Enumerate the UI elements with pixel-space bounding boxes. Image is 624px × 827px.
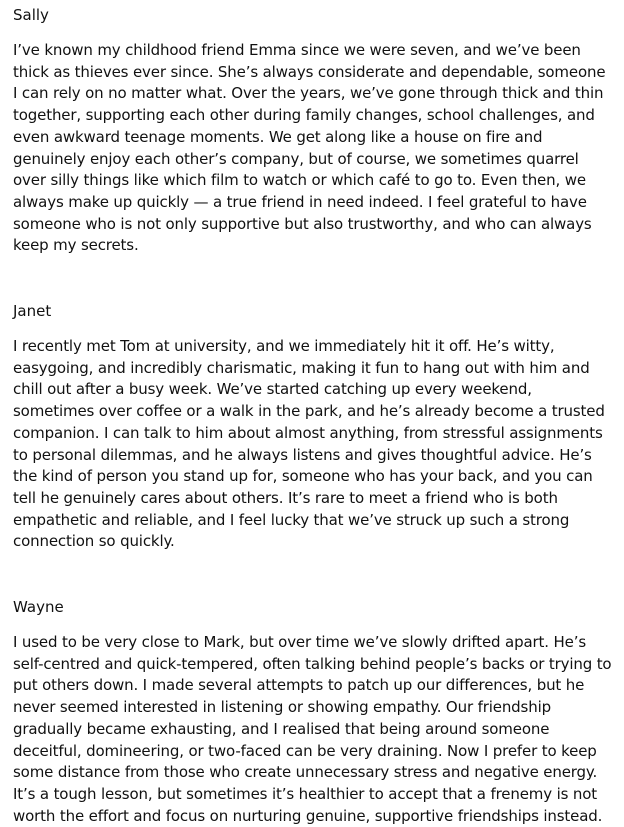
entry-author: Wayne (13, 598, 64, 617)
entry-text: I’ve known my childhood friend Emma since we were seven, and we’ve been thick as thieves ever since. She’s always considerate and dependable, someone I can rely on no matter what. Over the years, we’ve gone through thick and thin together, supporting each other during family changes, school challenges, and even awkward teenage moments. We get along like a house on fire and genuinely enjoy each other’s company, but of course, we sometimes quarrel over silly things like which film to watch or which café to go to. Even then, we always make up quickly — a true friend in need indeed. I feel grateful to have someone who is not only supportive but also trustworthy, and who can always keep my secrets. (13, 41, 606, 255)
entry-janet (13, 300, 614, 553)
entry-author: Sally (13, 6, 49, 24)
entry-author: Janet (13, 302, 52, 321)
entry-text: I used to be very close to Mark, but over time we’ve slowly drifted apart. He’s self-centred and quick-tempered, often talking behind people’s backs or trying to put others down. I made several attempts to patch up our differences, but he never seemed interested in listening or showing empathy. Our friendship gradually became exhausting, and I realised that being around someone deceitful, domineering, or two-faced can be very draining. Now I prefer to keep some distance from those who create unnecessary stress and negative energy. It’s a tough lesson, but sometimes it’s healthier to accept that a frenemy is not worth the effort and focus on nurturing genuine, supportive friendships instead. (13, 633, 612, 825)
entry-wayne (13, 596, 614, 827)
entry-sally (13, 4, 614, 257)
entry-text: I recently met Tom at university, and we immediately hit it off. He’s witty, easygoing, and incredibly charismatic, making it fun to hang out with him and chill out after a busy week. We’ve started catching up every weekend, sometimes over coffee or a walk in the park, and he’s already become a trusted companion. I can talk to him about almost anything, from stressful assignments to personal dilemmas, and he always listens and gives thoughtful advice. He’s the kind of person you stand up for, someone who has your back, and you can tell he genuinely cares about others. It’s rare to meet a friend who is both empathetic and reliable, and I feel lucky that we’ve struck up such a strong connection so quickly. (13, 337, 605, 551)
